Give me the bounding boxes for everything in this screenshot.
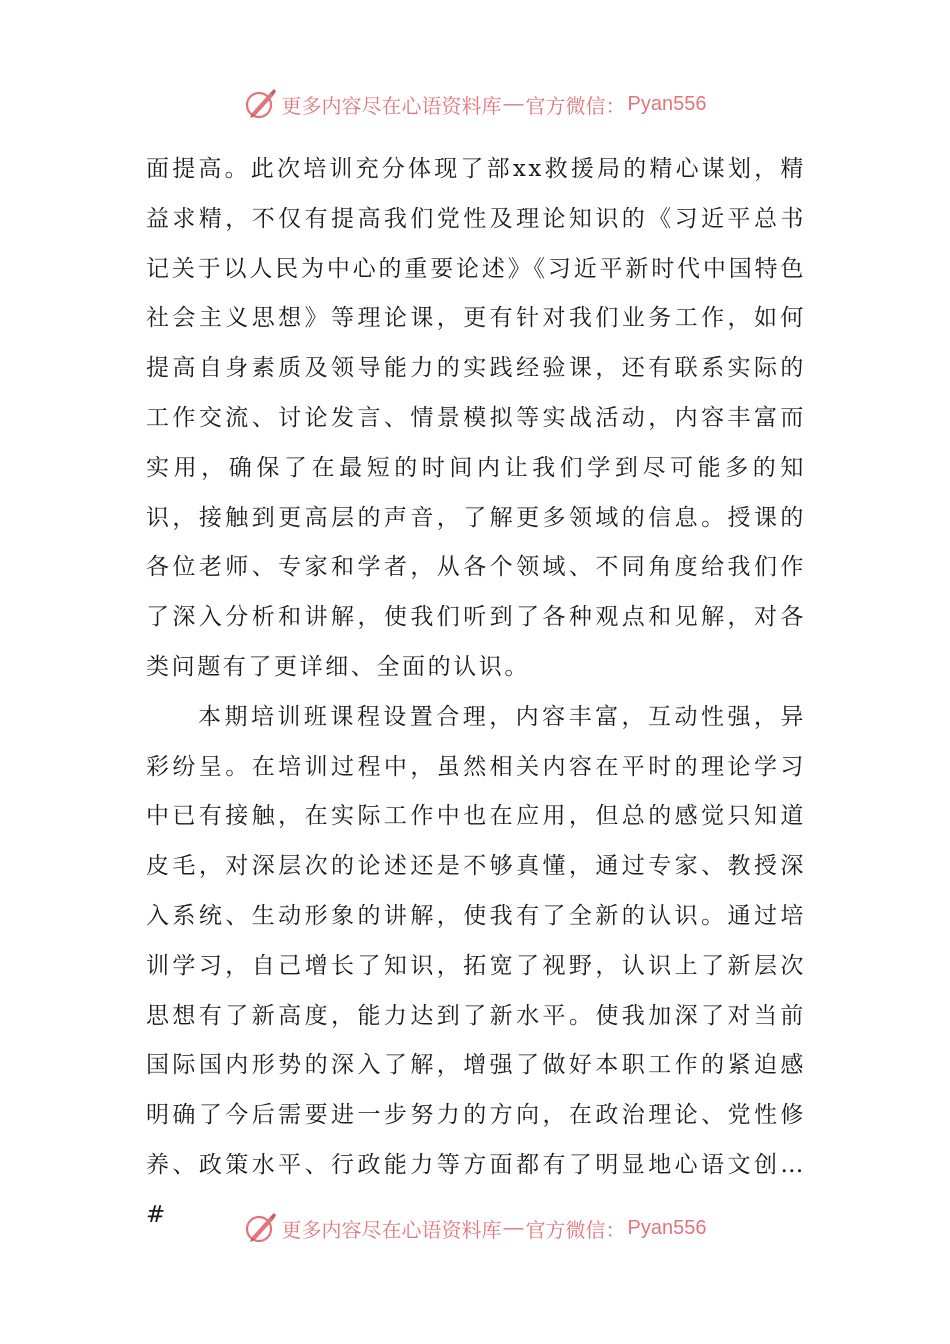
paragraph-1: 面提高。此次培训充分体现了部xx救援局的精心谋划，精益求精，不仅有提高我们党性及理论知识的《习近平总书记关于以人民为中心的重要论述》《习近平新时代中国特色社会主义思想》等理论课，更有针对我们业务工作，如何提高自身素质及领导能力的实践经验课，还有联系实际的工作交流、讨论发言、情景模拟等实战活动，内容丰富而实用，确保了在最短的时间内让我们学到尽可能多的知识，接触到更高层的声音，了解更多领域的信息。授课的各位老师、专家和学者，从各个领域、不同角度给我们作了深入分析和讲解，使我们听到了各种观点和见解，对各类问题有了更详细、全面的认识。 — [146, 156, 806, 680]
pen-logo-icon — [244, 87, 278, 121]
watermark-dash: — — [503, 1216, 524, 1239]
watermark-wechat-id: Pyan556 — [627, 1216, 707, 1239]
paragraph-2: 本期培训班课程设置合理，内容丰富，互动性强，异彩纷呈。在培训过程中，虽然相关内容在平时的理论学习中已有接触，在实际工作中也在应用，但总的感觉只知道皮毛，对深层次的论述还是不够真懂，通过专家、教授深入系统、生动形象的讲解，使我有了全新的认识。通过培训学习，自己增长了知识，拓宽了视野，认识上了新层次思想有了新高度，能力达到了新水平。使我加深了对当前国际国内形势的深入了解，增强了做好本职工作的紧迫感明确了今后需要进一步努力的方向，在政治理论、党性修养、政策水平、行政能力等方面都有了明显地心语文创…# — [146, 703, 806, 1228]
watermark-official-label: 官方微信： — [525, 93, 626, 118]
watermark-header — [0, 84, 950, 124]
pen-logo-icon — [244, 1211, 278, 1245]
document-body — [146, 145, 806, 1241]
watermark-dash: — — [503, 92, 524, 115]
watermark-wechat-id: Pyan556 — [627, 92, 707, 115]
watermark-official-label: 官方微信： — [525, 1217, 626, 1242]
watermark-brand: 更多内容尽在心语资料库 — [281, 1217, 502, 1242]
watermark-brand: 更多内容尽在心语资料库 — [281, 93, 502, 118]
watermark-footer — [0, 1208, 950, 1248]
